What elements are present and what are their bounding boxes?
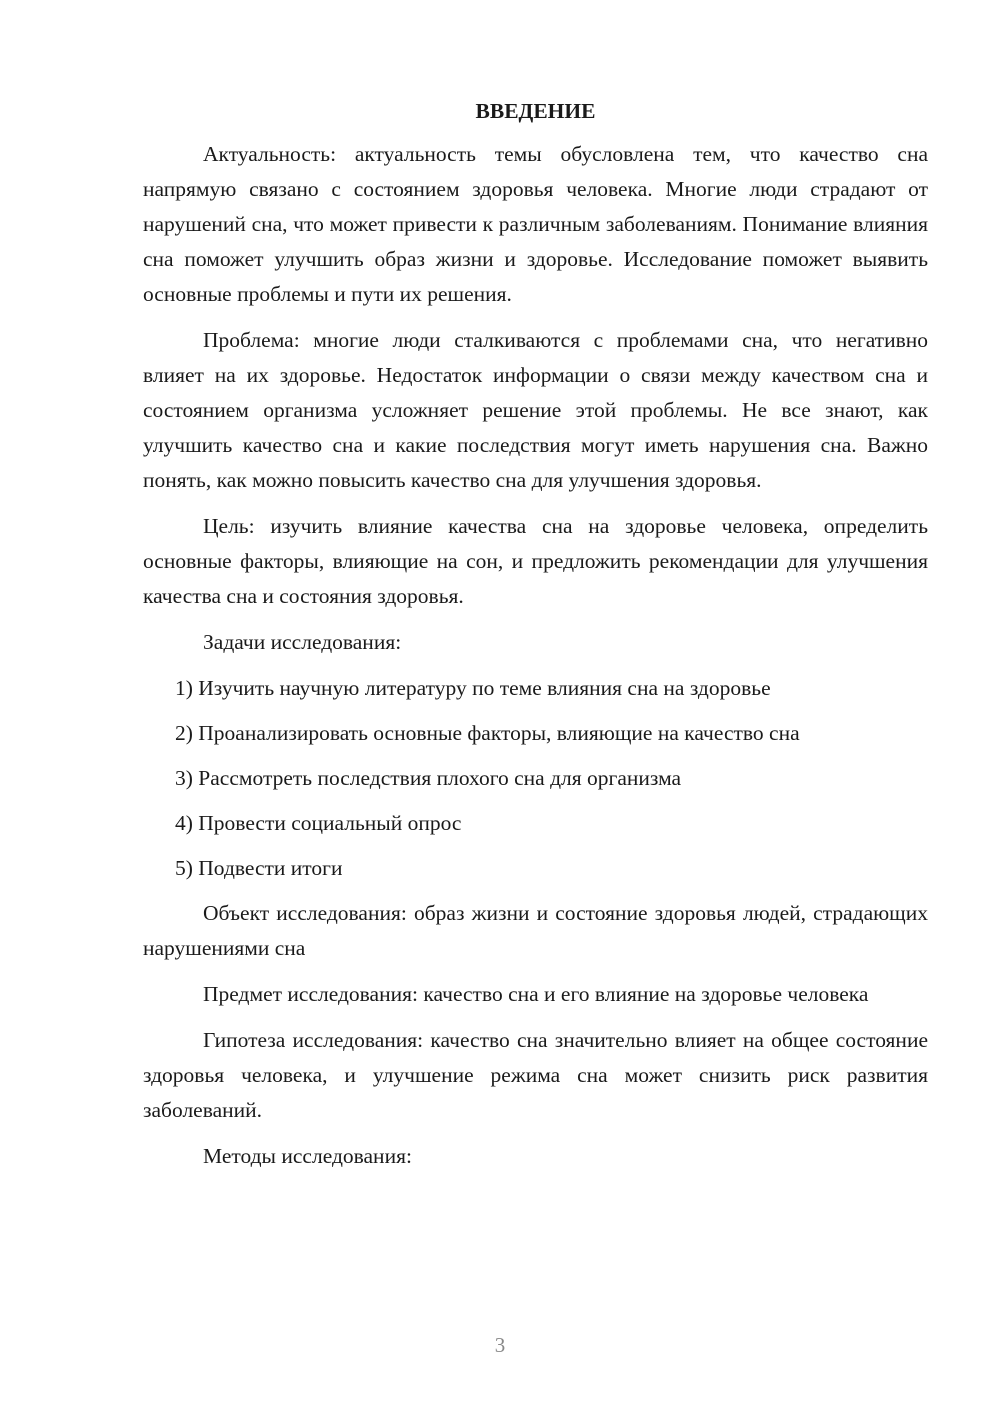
methods-heading: Методы исследования:	[203, 1144, 412, 1168]
document-page	[143, 95, 928, 1185]
problem-paragraph: Проблема: многие люди сталкиваются с проблемами сна, что негативно влияет на их здоровье. Недостаток информации о связи между качеством сна и состоянием организма усложняет решение этой проблемы. Не все знают, как улучшить качество сна и какие последствия могут иметь нарушения сна. Важно понять, как можно повысить качество сна для улучшения здоровья.	[143, 328, 928, 492]
task-item-2: 2) Проанализировать основные факторы, влияющие на качество сна	[175, 721, 800, 745]
task-item-3: 3) Рассмотреть последствия плохого сна для организма	[175, 766, 682, 790]
goal-paragraph: Цель: изучить влияние качества сна на здоровье человека, определить основные факторы, влияющие на сон, и предложить рекомендации для улучшения качества сна и состояния здоровья.	[143, 514, 928, 608]
section-title: ВВЕДЕНИЕ	[475, 99, 596, 123]
task-item-4: 4) Провести социальный опрос	[175, 811, 462, 835]
subject-paragraph: Предмет исследования: качество сна и его влияние на здоровье человека	[203, 982, 869, 1006]
relevance-paragraph: Актуальность: актуальность темы обусловлена тем, что качество сна напрямую связано с состоянием здоровья человека. Многие люди страдают от нарушений сна, что может привести к различным заболеваниям. Понимание влияния сна поможет улучшить образ жизни и здоровье. Исследование поможет выявить основные проблемы и пути их решения.	[143, 142, 928, 306]
task-item-1: 1) Изучить научную литературу по теме влияния сна на здоровье	[175, 676, 771, 700]
object-paragraph: Объект исследования: образ жизни и состояние здоровья людей, страдающих нарушениями сна	[143, 901, 928, 960]
tasks-heading: Задачи исследования:	[203, 630, 402, 654]
hypothesis-paragraph: Гипотеза исследования: качество сна значительно влияет на общее состояние здоровья человека, и улучшение режима сна может снизить риск развития заболеваний.	[143, 1028, 928, 1122]
page-number: 3	[494, 1333, 506, 1357]
task-item-5: 5) Подвести итоги	[175, 856, 343, 880]
